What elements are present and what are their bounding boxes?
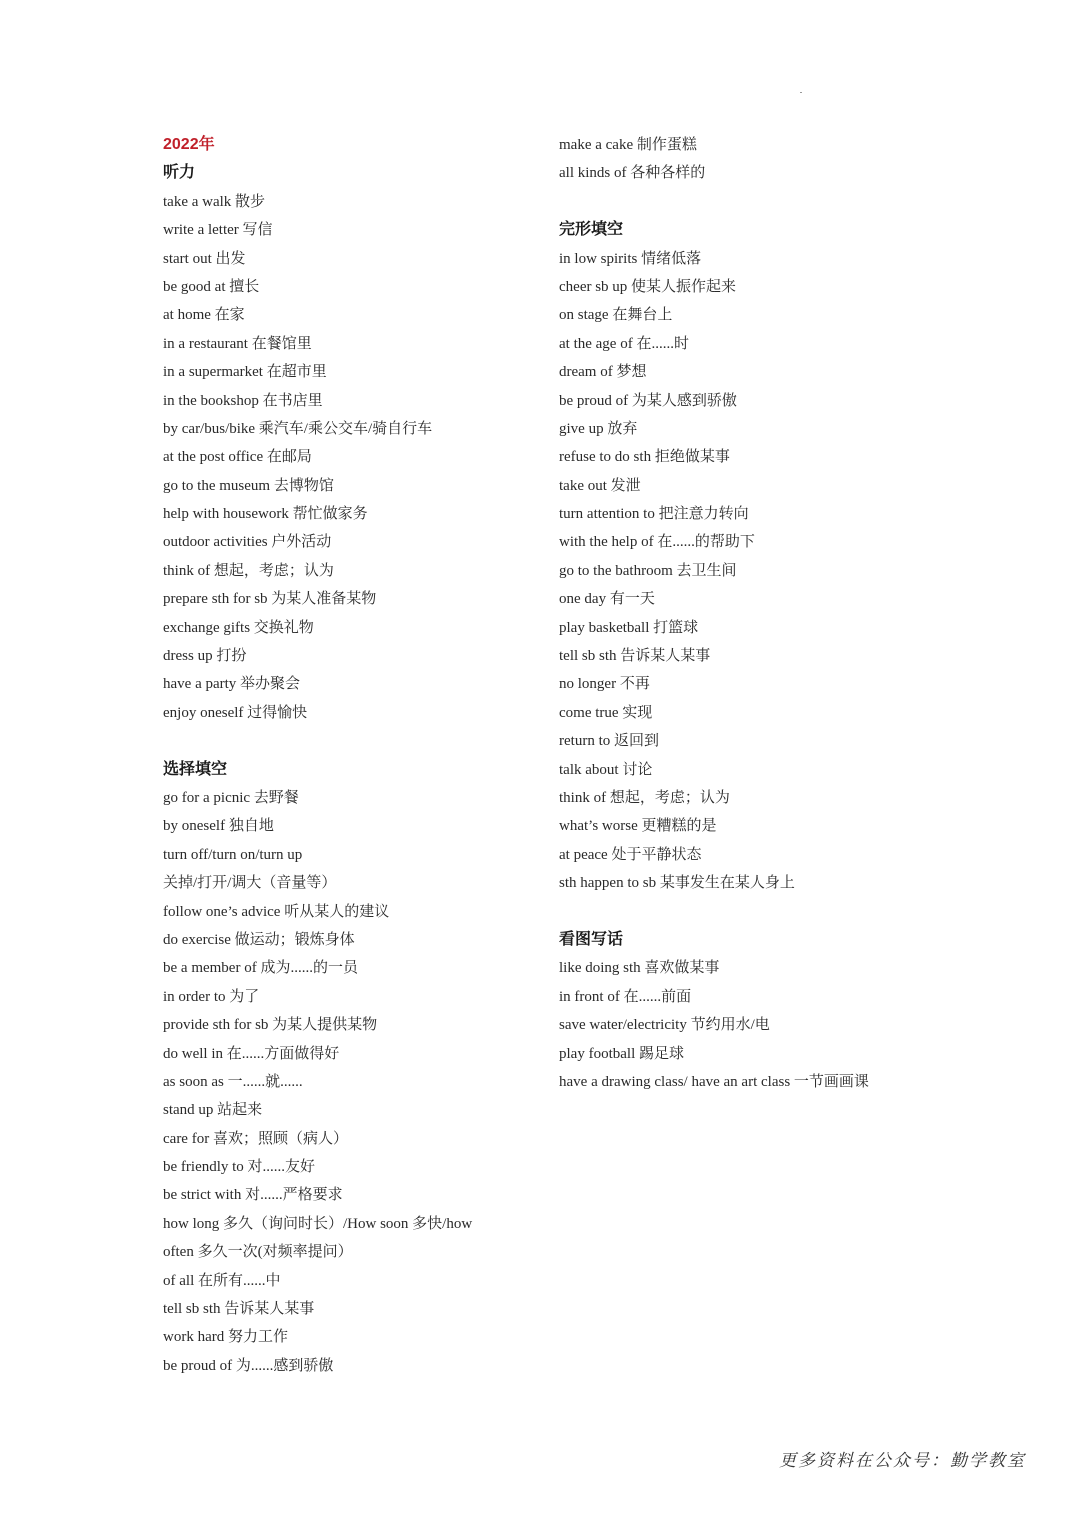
section-heading: 看图写话 — [559, 930, 624, 948]
left-sections — [163, 159, 543, 1380]
vocab-item: go to the bathroom 去卫生间 — [559, 562, 737, 579]
vocab-item: like doing sth 喜欢做某事 — [559, 960, 720, 977]
vocab-item: tell sb sth 告诉某人某事 — [559, 648, 711, 665]
vocab-section — [163, 756, 543, 1381]
vocab-item: stand up 站起来 — [163, 1102, 263, 1119]
vocab-item: in the bookshop 在书店里 — [163, 392, 323, 409]
vocab-item: do exercise 做运动；锻炼身体 — [163, 931, 355, 948]
vocab-item: be proud of 为某人感到骄傲 — [559, 392, 737, 409]
vocab-item: 关掉/打开/调大（音量等） — [163, 875, 337, 892]
vocab-item: at the age of 在......时 — [559, 335, 689, 352]
right-sections — [559, 188, 979, 1097]
footer-note: 更多资料在公众号：勤学教室 — [779, 1451, 1026, 1471]
vocab-item: think of 想起，考虑；认为 — [163, 562, 334, 579]
vocab-item: one day 有一天 — [559, 591, 655, 608]
vocab-item: with the help of 在......的帮助下 — [559, 534, 755, 551]
vocab-item: refuse to do sth 拒绝做某事 — [559, 449, 730, 466]
year-heading: 2022年 — [163, 136, 215, 153]
vocab-item: start out 出发 — [163, 250, 246, 267]
vocab-item: dream of 梦想 — [559, 364, 647, 381]
vocab-item: in a supermarket 在超市里 — [163, 364, 327, 381]
vocab-item: at peace 处于平静状态 — [559, 846, 702, 863]
vocab-item: be strict with 对......严格要求 — [163, 1187, 343, 1204]
vocab-item: what’s worse 更糟糕的是 — [559, 818, 717, 835]
vocab-item: come true 实现 — [559, 704, 653, 721]
vocab-item: no longer 不再 — [559, 676, 650, 693]
vocab-item: help with housework 帮忙做家务 — [163, 506, 368, 523]
vocab-item: dress up 打扮 — [163, 648, 247, 665]
vocab-item: take a walk 散步 — [163, 193, 266, 210]
vocab-item: have a drawing class/ have an art class 一节画画课 — [559, 1073, 869, 1090]
vocab-item: care for 喜欢；照顾（病人） — [163, 1130, 348, 1147]
vocab-item: talk about 讨论 — [559, 761, 653, 778]
vocab-item: as soon as 一......就...... — [163, 1073, 303, 1090]
vocab-item: make a cake 制作蛋糕 — [559, 137, 697, 153]
vocab-item: in a restaurant 在餐馆里 — [163, 335, 312, 352]
vocab-item: be a member of 成为......的一员 — [163, 960, 358, 977]
section-spacer — [559, 188, 979, 216]
vocab-item: be friendly to 对......友好 — [163, 1159, 316, 1176]
section-spacer — [163, 727, 543, 755]
vocab-item: outdoor activities 户外活动 — [163, 534, 332, 551]
vocab-item: in low spirits 情绪低落 — [559, 250, 702, 267]
left-column — [163, 131, 543, 1380]
vocab-item: be good at 擅长 — [163, 278, 260, 295]
section-heading: 选择填空 — [163, 760, 228, 778]
vocab-item: tell sb sth 告诉某人某事 — [163, 1301, 315, 1318]
vocab-item: all kinds of 各种各样的 — [559, 165, 706, 182]
vocab-item: at home 在家 — [163, 307, 245, 324]
vocab-item: how long 多久（询问时长）/How soon 多快/how — [163, 1215, 473, 1232]
vocab-item: in front of 在......前面 — [559, 988, 692, 1005]
vocab-item: by oneself 独自地 — [163, 818, 274, 835]
vocab-item: follow one’s advice 听从某人的建议 — [163, 903, 390, 920]
section-spacer — [559, 898, 979, 926]
vocab-item: in order to 为了 — [163, 988, 260, 1005]
vocab-item: exchange gifts 交换礼物 — [163, 619, 314, 636]
vocab-item: go to the museum 去博物馆 — [163, 477, 334, 494]
vocab-item: take out 发泄 — [559, 477, 641, 494]
vocab-item: have a party 举办聚会 — [163, 676, 301, 693]
vocab-item: save water/electricity 节约用水/电 — [559, 1017, 770, 1034]
vocab-item: return to 返回到 — [559, 733, 659, 750]
right-top-items — [559, 131, 979, 188]
vocab-section — [163, 159, 543, 727]
section-heading: 听力 — [163, 164, 196, 182]
section-heading: 完形填空 — [559, 221, 624, 239]
vocab-item: turn attention to 把注意力转向 — [559, 506, 749, 523]
vocab-item: provide sth for sb 为某人提供某物 — [163, 1017, 378, 1034]
vocab-item: give up 放弃 — [559, 420, 638, 437]
vocab-item: on stage 在舞台上 — [559, 307, 673, 324]
vocab-item: do well in 在......方面做得好 — [163, 1045, 340, 1062]
vocab-item: cheer sb up 使某人振作起来 — [559, 278, 737, 295]
vocab-item: enjoy oneself 过得愉快 — [163, 704, 308, 721]
vocab-item: sth happen to sb 某事发生在某人身上 — [559, 875, 795, 892]
vocab-item: often 多久一次(对频率提问） — [163, 1244, 353, 1261]
vocab-section — [559, 926, 979, 1096]
vocab-item: of all 在所有......中 — [163, 1272, 281, 1289]
vocab-item: be proud of 为......感到骄傲 — [163, 1357, 334, 1374]
vocab-item: play football 踢足球 — [559, 1045, 684, 1062]
vocab-item: play basketball 打篮球 — [559, 619, 699, 636]
scan-speck — [800, 92, 802, 93]
vocab-item: go for a picnic 去野餐 — [163, 789, 299, 806]
vocab-item: work hard 努力工作 — [163, 1329, 288, 1346]
vocab-item: by car/bus/bike 乘汽车/乘公交车/骑自行车 — [163, 420, 433, 437]
vocab-item: write a letter 写信 — [163, 222, 273, 239]
vocab-item: prepare sth for sb 为某人准备某物 — [163, 591, 377, 608]
vocab-section — [559, 216, 979, 897]
vocab-item: think of 想起，考虑；认为 — [559, 789, 730, 806]
right-column — [559, 131, 979, 1096]
vocab-item: at the post office 在邮局 — [163, 449, 312, 466]
vocab-item: turn off/turn on/turn up — [163, 846, 303, 863]
